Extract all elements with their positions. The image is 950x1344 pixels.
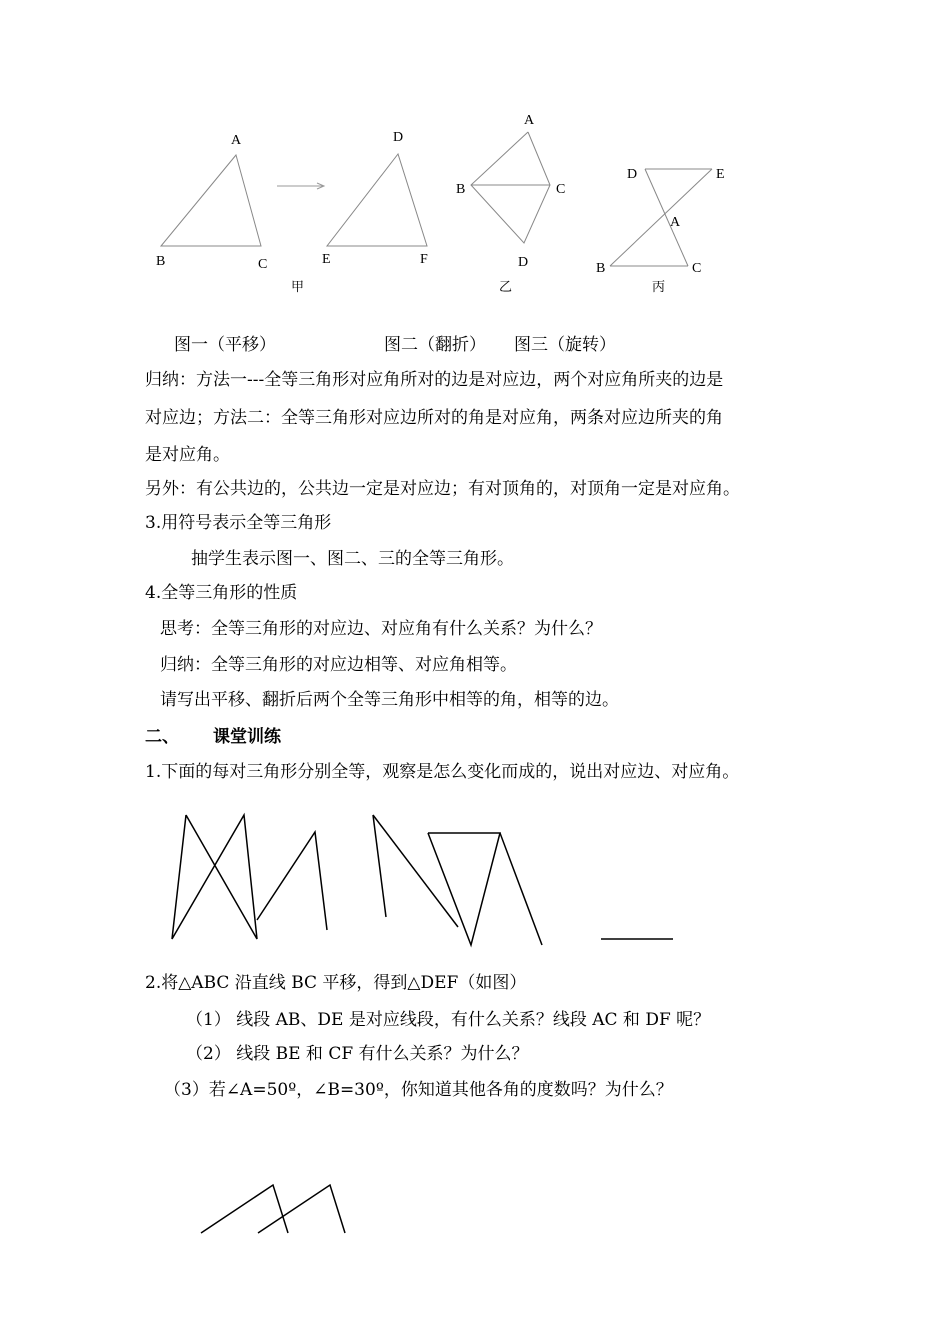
section4-title: 4.全等三角形的性质 bbox=[145, 583, 298, 603]
exercise1-figure-left-triangle bbox=[257, 832, 327, 930]
summary-line-3: 是对应角。 bbox=[145, 445, 230, 465]
label-c-fig2: C bbox=[556, 182, 566, 197]
section4-think: 思考：全等三角形的对应边、对应角有什么关系？为什么？ bbox=[160, 619, 602, 639]
exercise2-q1: （1） 线段 AB、DE 是对应线段，有什么关系？线段 AC 和 DF 呢？ bbox=[186, 1010, 711, 1030]
exercise2-triangle-def bbox=[258, 1185, 345, 1233]
caption-jia: 甲 bbox=[291, 280, 305, 295]
label-d-fig3: D bbox=[627, 167, 638, 182]
label-a-tri1: A bbox=[231, 133, 242, 148]
label-d-fig2: D bbox=[518, 255, 529, 270]
exercise2-title: 2.将△ABC 沿直线 BC 平移，得到△DEF（如图） bbox=[145, 973, 527, 993]
exercise2-q3: （3）若∠A=50º，∠B=30º，你知道其他各角的度数吗？为什么？ bbox=[164, 1080, 673, 1100]
label-b-tri1: B bbox=[156, 254, 166, 269]
caption-yi: 乙 bbox=[499, 280, 513, 295]
exercise2-triangle-abc bbox=[201, 1185, 288, 1233]
bowtie-eb bbox=[610, 169, 712, 266]
section4-conclusion: 归纳：全等三角形的对应边相等、对应角相等。 bbox=[160, 655, 517, 675]
section3-title: 3.用符号表示全等三角形 bbox=[145, 513, 332, 533]
section3-body: 抽学生表示图一、图二、三的全等三角形。 bbox=[191, 549, 514, 569]
label-b-fig2: B bbox=[456, 182, 466, 197]
part2-number: 二、 bbox=[145, 727, 179, 747]
label-f-tri2: F bbox=[420, 252, 428, 267]
summary-line-2: 对应边；方法二：全等三角形对应边所对的角是对应角，两条对应边所夹的角 bbox=[145, 408, 723, 428]
kite-figure bbox=[471, 132, 550, 243]
label-b-fig3: B bbox=[596, 261, 606, 276]
label-a-fig3: A bbox=[670, 215, 681, 230]
part2-title: 课堂训练 bbox=[213, 727, 281, 747]
summary-line-1: 归纳：方法一---全等三角形对应角所对的边是对应边，两个对应角所夹的边是 bbox=[145, 370, 724, 390]
exercise1-figure-right bbox=[428, 833, 500, 945]
label-a-fig2: A bbox=[524, 113, 535, 128]
exercise1-text: 1.下面的每对三角形分别全等，观察是怎么变化而成的，说出对应边、对应角。 bbox=[145, 762, 740, 782]
fig2-title: 图二（翻折） bbox=[384, 335, 486, 355]
caption-bing: 丙 bbox=[652, 280, 666, 295]
exercise2-q2: （2） 线段 BE 和 CF 有什么关系？为什么？ bbox=[186, 1044, 529, 1064]
exercise1-figure-left bbox=[172, 815, 257, 939]
label-e-tri2: E bbox=[322, 252, 331, 267]
fig1-title: 图一（平移） bbox=[174, 335, 276, 355]
label-e-fig3: E bbox=[716, 167, 725, 182]
triangle-abc bbox=[161, 155, 261, 246]
label-c-tri1: C bbox=[258, 257, 268, 272]
triangle-def bbox=[327, 154, 427, 246]
fig3-title: 图三（旋转） bbox=[514, 335, 616, 355]
section4-task: 请写出平移、翻折后两个全等三角形中相等的角，相等的边。 bbox=[160, 690, 619, 710]
label-d-tri2: D bbox=[393, 130, 404, 145]
exercise1-figure-right-leg bbox=[500, 833, 542, 945]
bowtie-dc bbox=[645, 169, 688, 266]
note-line: 另外：有公共边的，公共边一定是对应边；有对顶角的，对顶角一定是对应角。 bbox=[145, 479, 740, 499]
label-c-fig3: C bbox=[692, 261, 702, 276]
